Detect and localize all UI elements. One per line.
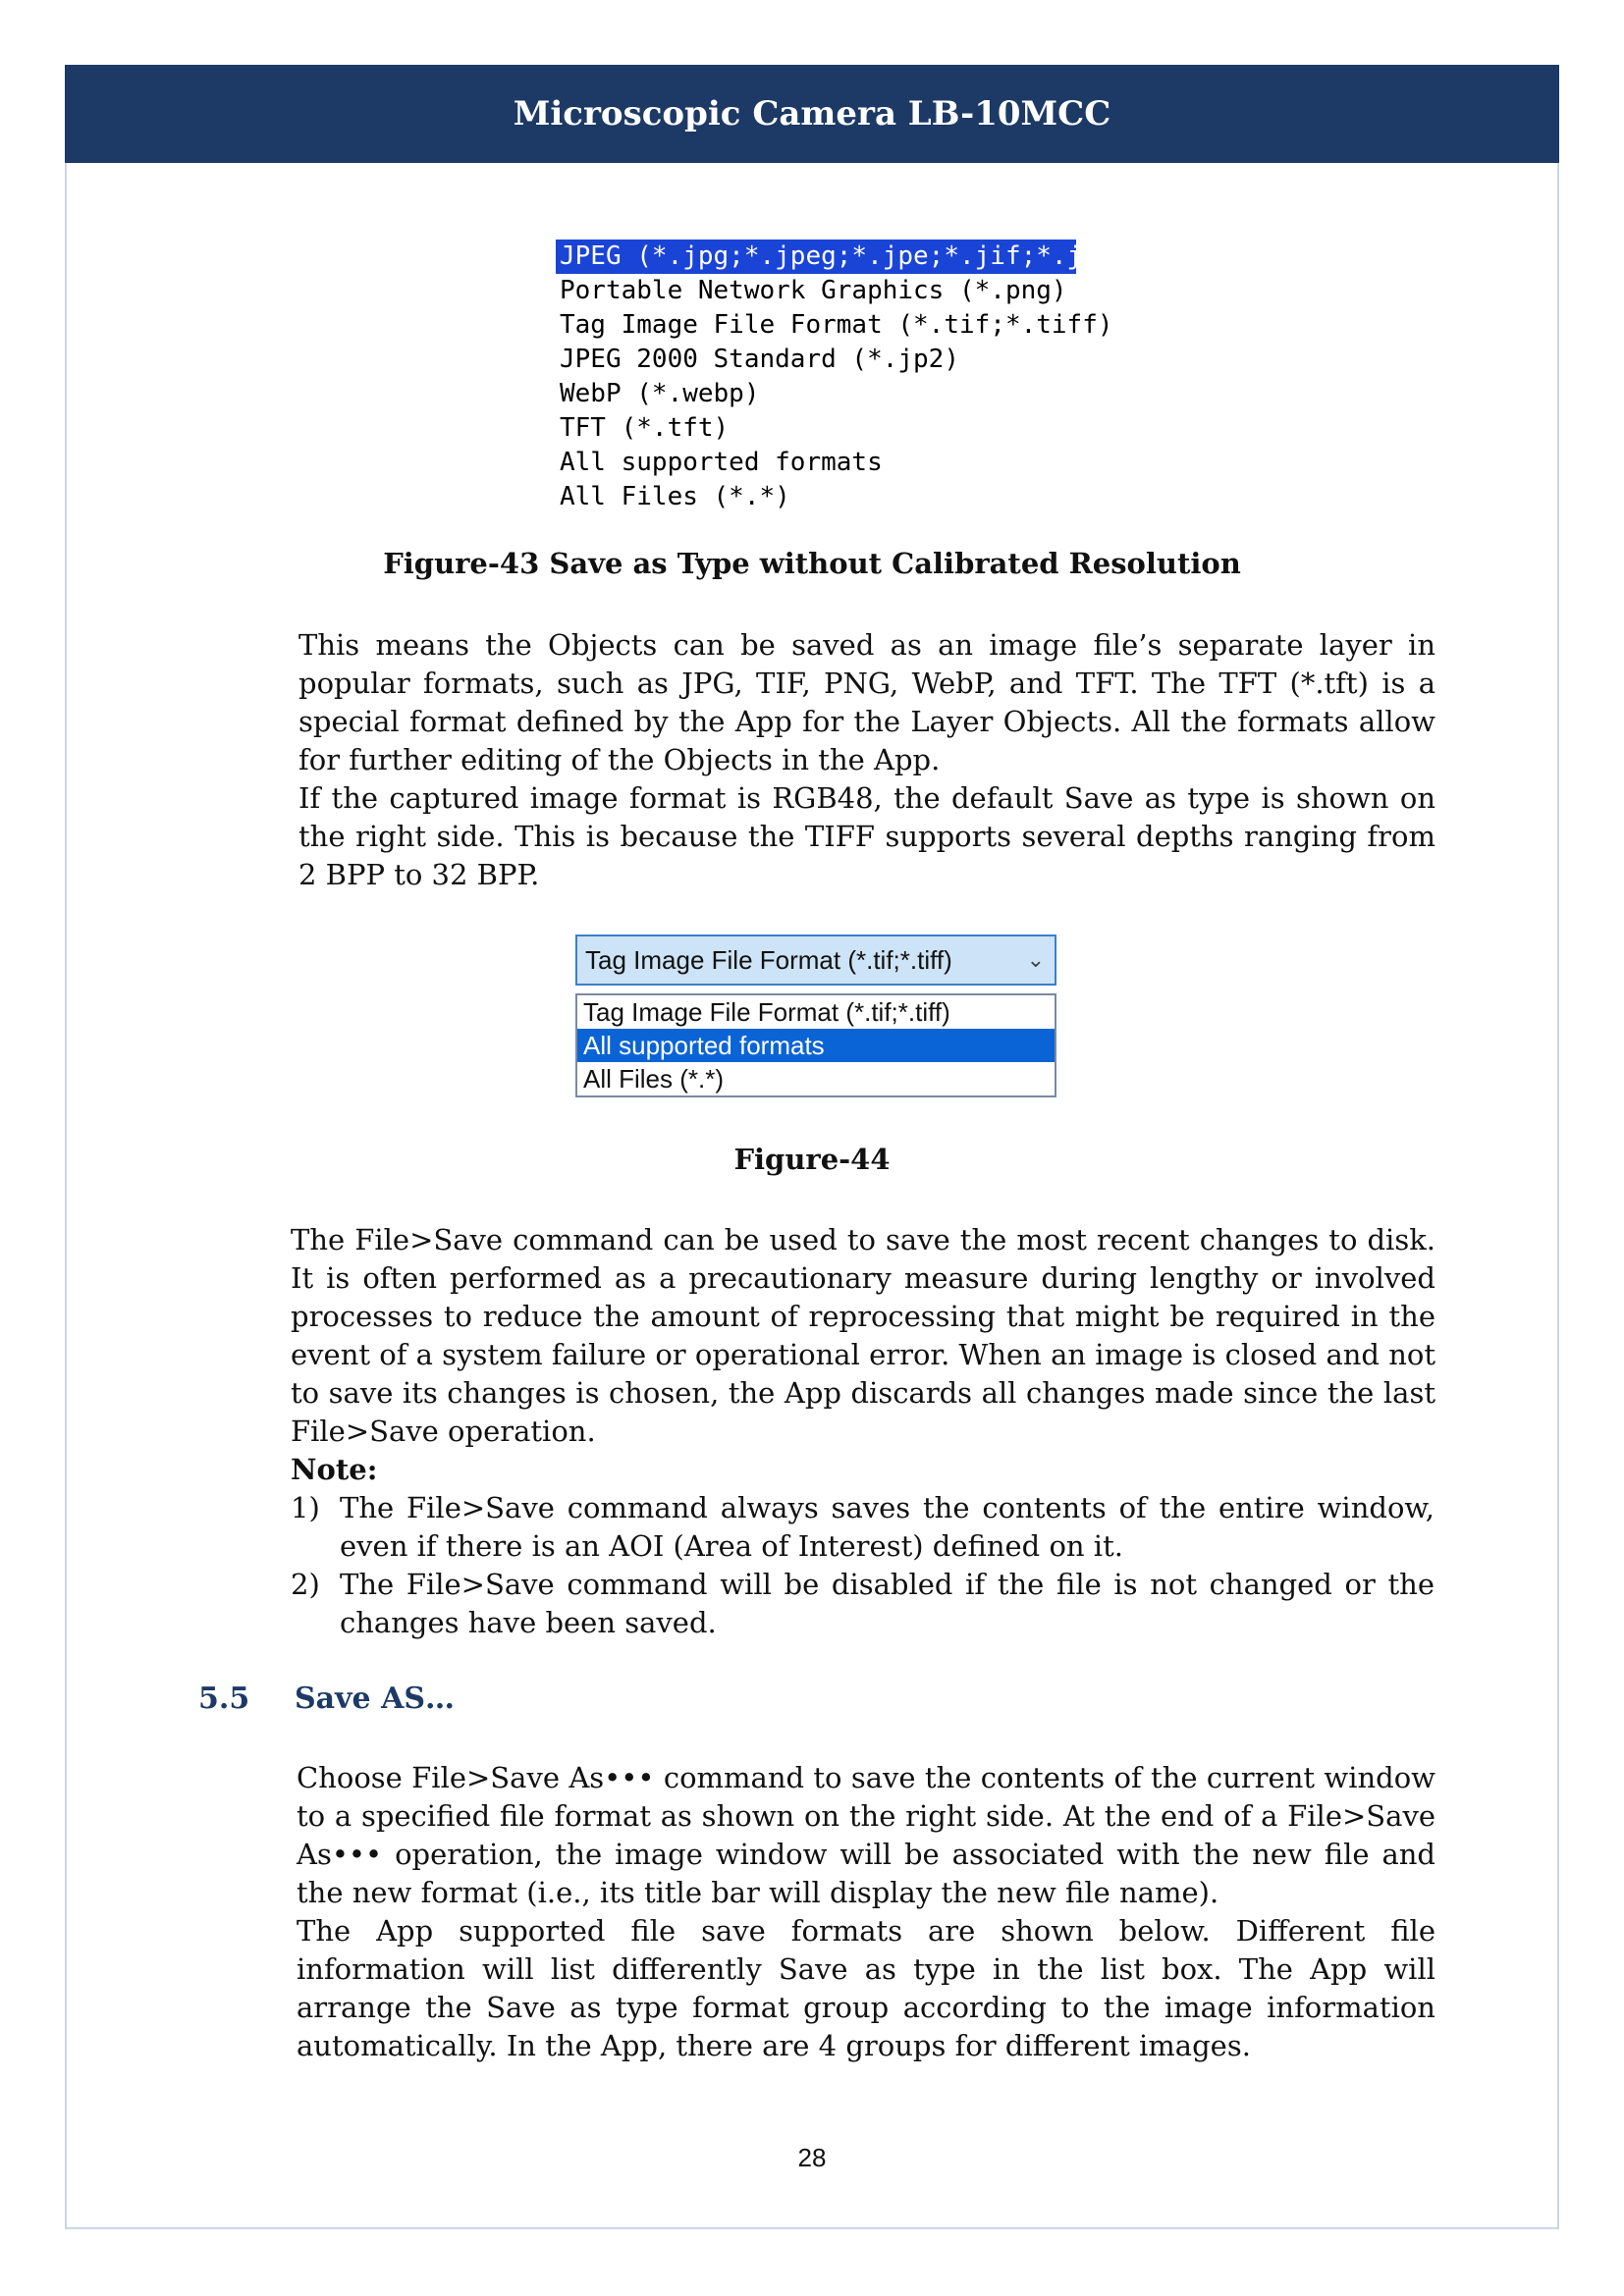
list-item — [291, 1489, 1435, 1566]
figure-43-caption: Figure-43 Save as Type without Calibrated Resolution — [383, 547, 1241, 580]
save-type-list — [556, 240, 1144, 514]
save-type-dropdown — [575, 993, 1056, 1097]
paragraph-file-save: The File>Save command can be used to save the most recent changes to disk. It is often performed as a precautionary measure during lengthy or involved processes to reduce the amount of reprocessing that might be required in the event of a system failure or operational error. When an image is closed and not to save its changes is chosen, the App discards all changes made since the last File>Save operation. — [291, 1223, 1435, 1448]
list-item[interactable]: JPEG (*.jpg;*.jpeg;*.jpe;*.jif;*.jfif) — [556, 240, 1076, 274]
dropdown-option[interactable]: All Files (*.*) — [583, 1064, 725, 1094]
dropdown-option[interactable]: All supported formats — [577, 1029, 1055, 1062]
list-item[interactable]: WebP (*.webp) — [560, 379, 760, 408]
note-number: 2) — [291, 1568, 320, 1601]
note-list — [291, 1489, 1435, 1642]
page-header — [65, 65, 1559, 163]
header-title: Microscopic Camera LB-10MCC — [513, 94, 1111, 133]
list-item[interactable]: JPEG 2000 Standard (*.jp2) — [560, 345, 959, 374]
save-type-combobox[interactable] — [575, 934, 1056, 986]
paragraph-formats: The App supported file save formats are shown below. Different file information will list differently Save as type in the list box. The App will arrange the Save as type format group according to the image information automatically. In the App, there are 4 groups for different images. — [297, 1914, 1435, 2062]
list-item[interactable]: All supported formats — [560, 448, 883, 477]
paragraph-save-as: Choose File>Save As••• command to save the contents of the current window to a specified file format as shown on the right side. At the end of a File>Save As••• operation, the image window will be associated with the new file and the new format (i.e., its title bar will display the new file name). — [297, 1761, 1435, 1909]
note-text: The File>Save command will be disabled if the file is not changed or the changes have been saved. — [340, 1568, 1435, 1639]
list-item[interactable]: All Files (*.*) — [560, 482, 790, 511]
note-number: 1) — [291, 1491, 320, 1524]
list-item[interactable]: TFT (*.tft) — [560, 413, 730, 443]
page-number: 28 — [797, 2143, 827, 2172]
paragraph-objects: This means the Objects can be saved as an image file’s separate layer in popular formats, such as JPG, TIF, PNG, WebP, and TFT. The TFT (*.tft) is a special format defined by the App for the Layer Objects. All the formats allow for further editing of the Objects in the App. — [298, 628, 1435, 776]
list-item — [291, 1566, 1435, 1642]
section-title: Save AS… — [295, 1682, 456, 1716]
list-item[interactable]: Portable Network Graphics (*.png) — [560, 276, 1067, 305]
chevron-down-icon[interactable]: ⌄ — [1026, 947, 1045, 972]
figure-44-caption: Figure-44 — [733, 1143, 891, 1176]
paragraph-rgb48: If the captured image format is RGB48, the default Save as type is shown on the right side. This is because the TIFF supports several depths ranging from 2 BPP to 32 BPP. — [298, 781, 1435, 891]
note-label: Note: — [291, 1453, 378, 1486]
dropdown-option[interactable]: Tag Image File Format (*.tif;*.tiff) — [583, 997, 950, 1027]
list-item[interactable]: Tag Image File Format (*.tif;*.tiff) — [560, 310, 1113, 340]
combo-value: Tag Image File Format (*.tif;*.tiff) — [585, 945, 952, 975]
section-number: 5.5 — [198, 1682, 250, 1716]
note-text: The File>Save command always saves the contents of the entire window, even if there is an AOI (Area of Interest) defined on it. — [340, 1491, 1435, 1563]
